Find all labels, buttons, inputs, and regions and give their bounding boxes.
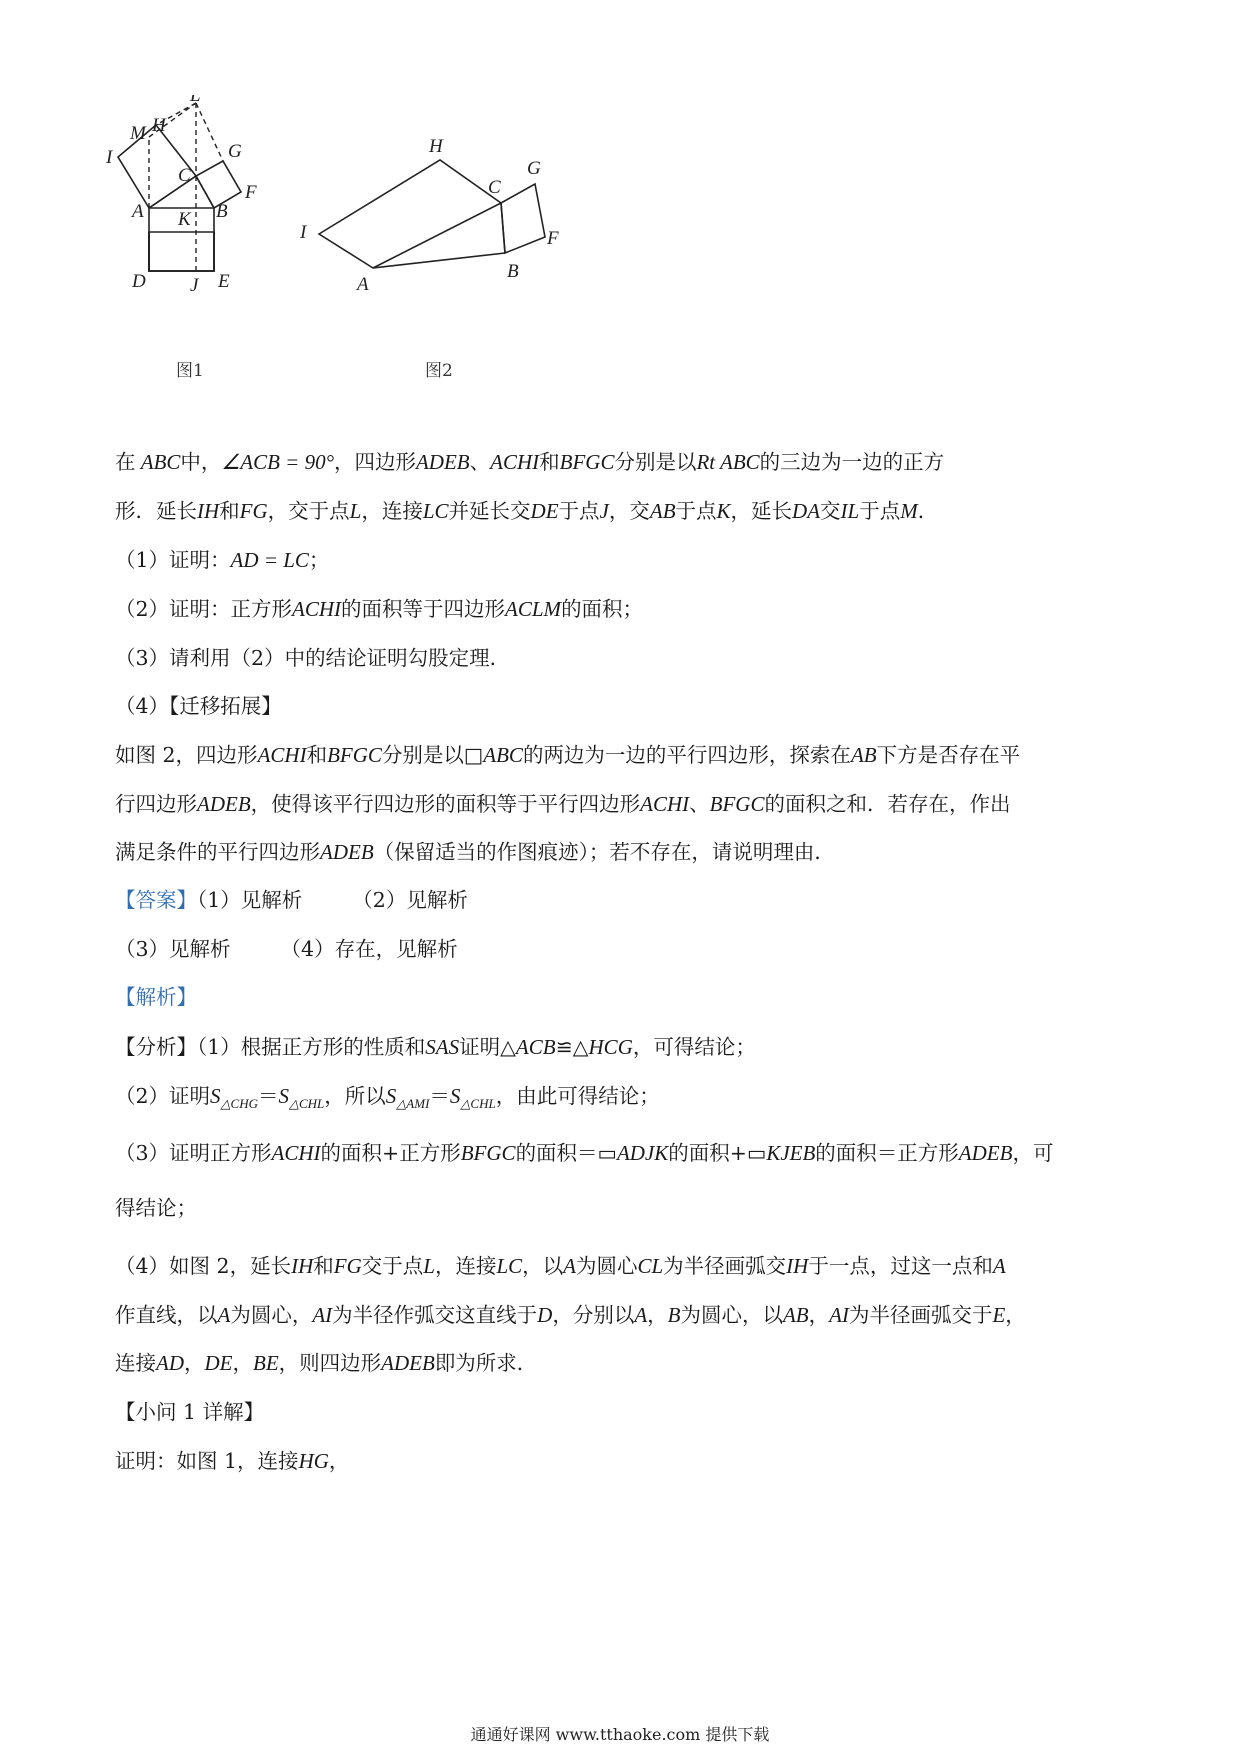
fig2-label-C: C: [488, 177, 501, 198]
fig1-label-K: K: [178, 209, 191, 230]
fig1-label-G: G: [228, 141, 242, 162]
fig1-label-I: I: [106, 147, 113, 168]
figure-1-caption: 图1: [176, 361, 204, 381]
figure-2: [295, 130, 575, 310]
fig1-label-J: J: [190, 275, 199, 296]
analysis-line-2: （2）证明$S_{\triangle CHG}=S_{\triangle CHL}$，所以$S_{\triangle AMI}=S_{\triangle CHL}$，由此可得结论；: [115, 1084, 660, 1111]
fig1-label-D: D: [132, 271, 146, 292]
page-footer: 通通好课网 www.tthaoke.com 提供下载: [470, 1725, 770, 1744]
answer-line-2: （3）见解析 （4）存在，见解析: [115, 937, 458, 961]
figure-1: [100, 95, 300, 335]
problem-line-2: 形．延长IH和FG，交于点L，连接LC并延长交DE于点J，交AB于点K，延长DA交IL于点M．: [115, 499, 939, 523]
fig1-label-M: M: [130, 123, 146, 144]
fig1-label-C: C: [178, 165, 191, 186]
fig2-label-I: I: [300, 222, 307, 243]
figure-2-caption: 图2: [425, 361, 453, 381]
question-4-line-1: 如图 2，四边形ACHI和BFGC分别是以□ABC的两边为一边的平行四边形，探索在AB下方是否存在平: [115, 743, 1021, 767]
question-3: （3）请利用（2）中的结论证明勾股定理．: [115, 646, 511, 670]
fig1-label-H: H: [152, 115, 166, 136]
analysis-line-3b: 得结论；: [115, 1196, 197, 1220]
analysis-line-1: 【分析】（1）根据正方形的性质和SAS证明△ACB≌△HCG，可得结论；: [115, 1035, 756, 1059]
fig1-label-F: F: [245, 182, 257, 203]
question-2: （2）证明：正方形ACHI的面积等于四边形ACLM的面积；: [115, 597, 644, 621]
answer-line-1: 【答案】（1）见解析 （2）见解析: [115, 888, 468, 912]
fig1-label-E: E: [218, 271, 230, 292]
answer-tag: 【答案】: [115, 888, 197, 912]
fig1-label-L: L: [190, 95, 201, 106]
question-4-line-3: 满足条件的平行四边形ADEB（保留适当的作图痕迹）；若不存在，请说明理由．: [115, 840, 835, 864]
problem-line-1: 在 ABC中，∠ACB = 90°，四边形ADEB、ACHI和BFGC分别是以Rt ABC的三边为一边的正方: [115, 450, 945, 474]
question-4-heading: （4）【迁移拓展】: [115, 694, 282, 718]
analysis-line-3: （3）证明正方形ACHI的面积+正方形BFGC的面积＝▭ADJK的面积+▭KJEB的面积＝正方形ADEB，可: [115, 1141, 1054, 1165]
question-4-line-2: 行四边形ADEB，使得该平行四边形的面积等于平行四边形ACHI、BFGC的面积之和．若存在，作出: [115, 792, 1011, 816]
proof-line-1: 证明：如图 1，连接HG，: [115, 1449, 350, 1473]
fig1-label-B: B: [216, 201, 228, 222]
fig2-label-A: A: [357, 274, 369, 295]
fig2-label-F: F: [547, 228, 559, 249]
analysis-line-4: （4）如图 2，延长IH和FG交于点L，连接LC，以A为圆心CL为半径画弧交IH于一点，过这一点和A: [115, 1254, 1006, 1278]
analysis-line-6: 连接AD，DE，BE，则四边形ADEB即为所求．: [115, 1351, 538, 1375]
fig1-label-A: A: [132, 201, 144, 222]
analysis-line-5: 作直线，以A为圆心，AI为半径作弧交这直线于D，分别以A，B为圆心，以AB，AI为半径画弧交于E，: [115, 1303, 1026, 1327]
fig2-label-H: H: [429, 136, 443, 157]
fig2-label-B: B: [507, 261, 519, 282]
analysis-tag: 【解析】: [115, 985, 197, 1009]
question-1: （1）证明：AD = LC；: [115, 548, 330, 572]
sub-question-1-heading: 【小问 1 详解】: [115, 1400, 265, 1424]
fig2-label-G: G: [527, 158, 541, 179]
